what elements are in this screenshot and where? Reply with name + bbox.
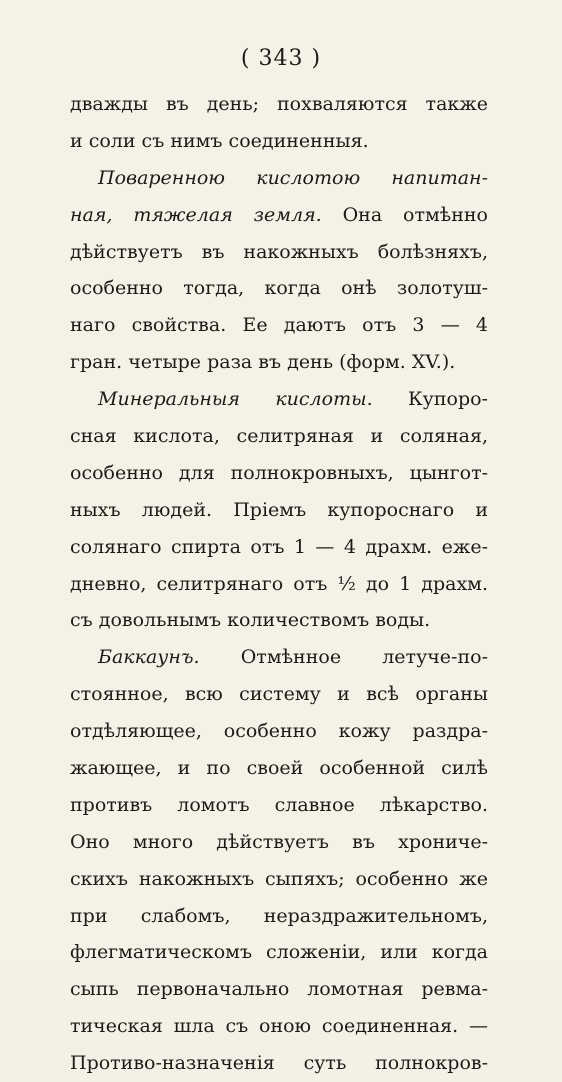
text-line: тическая шла съ оною соединенная. — [70, 1015, 488, 1038]
text-line: Оно много дѣйствуетъ въ хрониче- [70, 830, 488, 853]
text-line: дѣйствуетъ въ накожныхъ болѣзняхъ, [70, 240, 488, 263]
text-line: ныхъ людей. Пріемъ купороснаго и [70, 498, 488, 521]
section-heading-line: Поваренною кислотою напитан- [98, 166, 488, 189]
text-line: стоянное, всю систему и всѣ органы [70, 683, 488, 706]
section-heading-line: Минеральныя кислоты. Купоро- [98, 388, 488, 411]
text-line: дважды въ день; похваляются также [70, 93, 488, 115]
text-line: сная кислота, селитряная и соляная, [70, 425, 488, 448]
text-line: солянаго спирта отъ 1 — 4 драхм. еже- [70, 535, 488, 558]
text-line: наго свойства. Ее даютъ отъ 3 — 4 [70, 314, 488, 337]
text-line: и соли съ нимъ соединенныя. [70, 129, 369, 152]
text-line: противъ ломотъ славное лѣкарство. [70, 793, 488, 816]
text-line: особенно для полнокровныхъ, цынгот- [70, 461, 488, 484]
text-line: Противо-назначенія суть полнокров- [70, 1052, 488, 1075]
text-line: скихъ накожныхъ сыпяхъ; особенно же [70, 867, 488, 890]
text-line: при слабомъ, нераздражительномъ, [70, 904, 488, 927]
text-line: дневно, селитрянаго отъ ½ до 1 драхм. [70, 572, 488, 595]
section-heading-line: ная, тяжелая земля. Она отмѣнно [70, 203, 488, 226]
text-line: сыпь первоначально ломотная ревма- [70, 978, 488, 1001]
text-line: гран. четыре раза въ день (форм. XV.). [70, 351, 456, 374]
text-line: жающее, и по своей особенной силѣ [70, 757, 488, 780]
page-number: ( 343 ) [240, 46, 322, 71]
text-line: съ довольнымъ количествомъ воды. [70, 609, 431, 632]
body-text [70, 86, 488, 1082]
section-heading-line: Баккаунъ. Отмѣнное летуче-по- [98, 646, 488, 669]
text-line: отдѣляющее, особенно кожу раздра- [70, 720, 488, 743]
text-line: особенно тогда, когда онѣ золотуш- [70, 277, 488, 300]
text-line: флегматическомъ сложеніи, или когда [70, 941, 488, 964]
